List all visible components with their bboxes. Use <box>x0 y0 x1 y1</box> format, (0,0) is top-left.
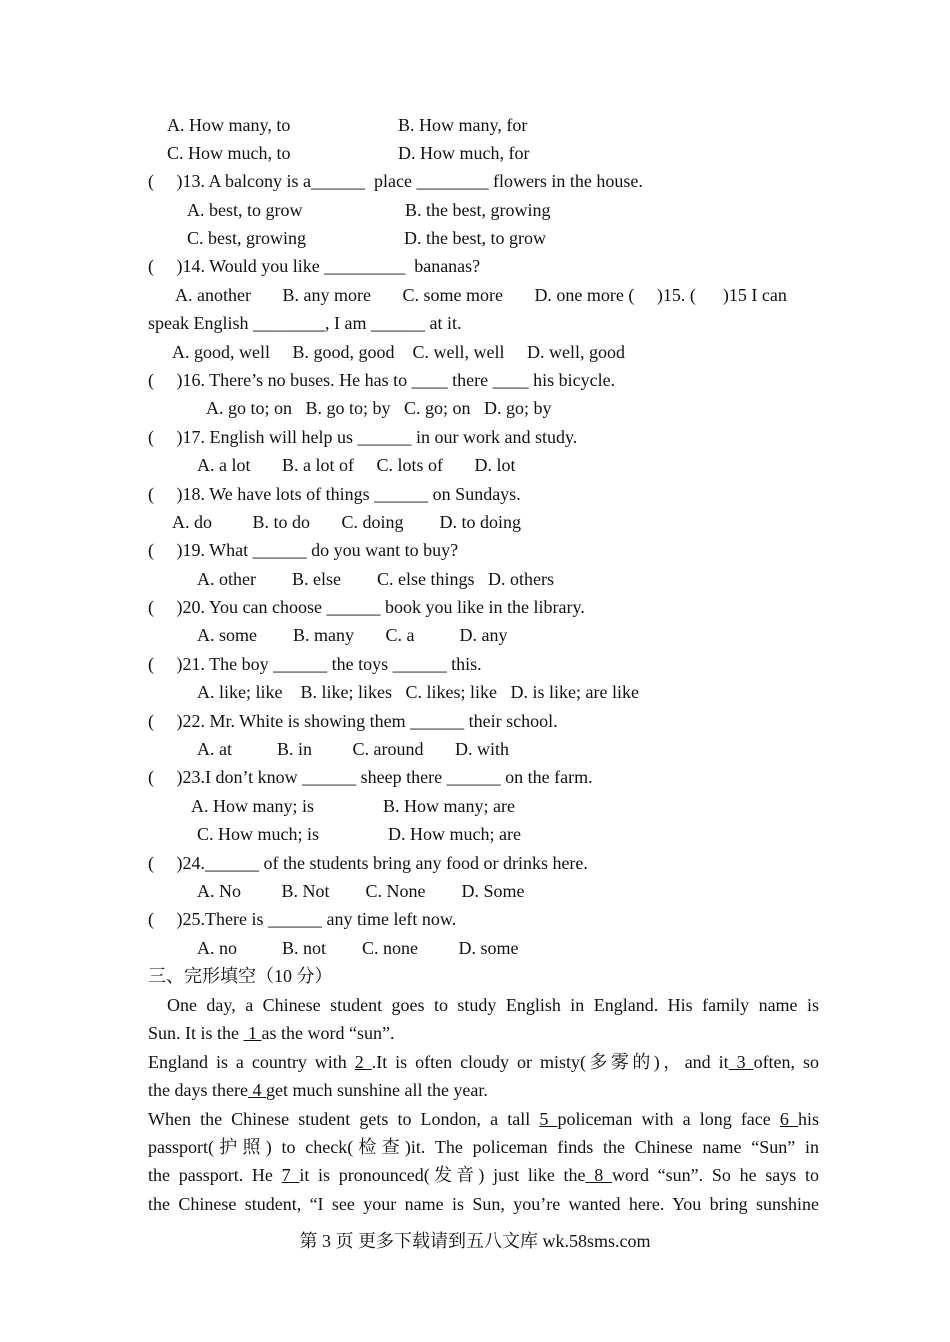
blank-3: 3 <box>728 1052 754 1072</box>
q23-option-d: D. How much; are <box>388 824 521 844</box>
q16-options: A. go to; on B. go to; by C. go; on D. go; by <box>206 398 552 418</box>
q23-option-b: B. How many; are <box>383 796 515 816</box>
blank-7: 7 <box>281 1165 300 1185</box>
blank-2: 2 <box>354 1052 372 1072</box>
passage-line-5: When the Chinese student gets to London, a tall 5 policeman with a long face 6 his <box>148 1109 820 1129</box>
q17-options: A. a lot B. a lot of C. lots of D. lot <box>197 455 516 475</box>
q15-options: A. good, well B. good, good C. well, well D. well, good <box>172 342 625 362</box>
q13-option-d: D. the best, to grow <box>404 228 546 248</box>
blank-6: 6 <box>779 1109 798 1129</box>
q21-options: A. like; like B. like; likes C. likes; like D. is like; are like <box>197 682 639 702</box>
passage-line-7: the passport. He 7 it is pronounced(发音) just like the 8 word “sun”. So he says to <box>148 1165 819 1185</box>
q18-options: A. do B. to do C. doing D. to doing <box>172 512 522 532</box>
passage-line-4: the days there 4 get much sunshine all the year. <box>148 1080 488 1100</box>
blank-1: 1 <box>243 1023 262 1043</box>
question-20: ( )20. You can choose ______ book you like in the library. <box>148 597 585 617</box>
passage-line-1: One day, a Chinese student goes to study English in England. His family name is <box>167 995 819 1015</box>
question-25: ( )25.There is ______ any time left now. <box>148 909 457 929</box>
passage-line-8: the Chinese student, “I see your name is Sun, you’re wanted here. You bring sunshine <box>148 1194 819 1214</box>
page-footer: 第 3 页 更多下载请到五八文库 wk.58sms.com <box>299 1231 651 1251</box>
q14-options: A. another B. any more C. some more D. one more ( )15. ( )15 I can <box>175 285 787 305</box>
blank-4: 4 <box>247 1080 266 1100</box>
blank-5: 5 <box>539 1109 558 1129</box>
question-18: ( )18. We have lots of things ______ on Sundays. <box>148 484 521 504</box>
question-21: ( )21. The boy ______ the toys ______ this. <box>148 654 482 674</box>
q12-option-d: D. How much, for <box>398 143 530 163</box>
q12-option-c: C. How much, to <box>167 143 291 163</box>
q19-options: A. other B. else C. else things D. others <box>197 569 554 589</box>
q13-option-a: A. best, to grow <box>187 200 303 220</box>
q22-options: A. at B. in C. around D. with <box>197 739 509 759</box>
q12-option-b: B. How many, for <box>398 115 528 135</box>
passage-line-6: passport(护照) to check(检查)it. The policeman finds the Chinese name “Sun” in <box>148 1137 819 1157</box>
question-16: ( )16. There’s no buses. He has to ____ there ____ his bicycle. <box>148 370 616 390</box>
q13-option-c: C. best, growing <box>187 228 306 248</box>
q24-options: A. No B. Not C. None D. Some <box>197 881 525 901</box>
passage-line-2: Sun. It is the 1 as the word “sun”. <box>148 1023 395 1043</box>
section-heading-cloze: 三、完形填空（10 分） <box>148 966 333 986</box>
question-17: ( )17. English will help us ______ in our work and study. <box>148 427 578 447</box>
q12-option-a: A. How many, to <box>167 115 291 135</box>
q20-options: A. some B. many C. a D. any <box>197 625 508 645</box>
question-22: ( )22. Mr. White is showing them ______ their school. <box>148 711 558 731</box>
question-24: ( )24.______ of the students bring any food or drinks here. <box>148 853 588 873</box>
question-23: ( )23.I don’t know ______ sheep there ______ on the farm. <box>148 767 593 787</box>
q23-option-a: A. How many; is <box>191 796 314 816</box>
question-13: ( )13. A balcony is a______ place ________ flowers in the house. <box>148 171 643 191</box>
question-19: ( )19. What ______ do you want to buy? <box>148 540 459 560</box>
passage-line-3: England is a country with 2 .It is often cloudy or misty(多雾的)，and it 3 often, so <box>148 1052 820 1072</box>
q23-option-c: C. How much; is <box>197 824 320 844</box>
q13-option-b: B. the best, growing <box>405 200 551 220</box>
question-14: ( )14. Would you like _________ bananas? <box>148 256 481 276</box>
question-15: speak English ________, I am ______ at it. <box>148 313 462 333</box>
blank-8: 8 <box>585 1165 612 1185</box>
q25-options: A. no B. not C. none D. some <box>197 938 519 958</box>
